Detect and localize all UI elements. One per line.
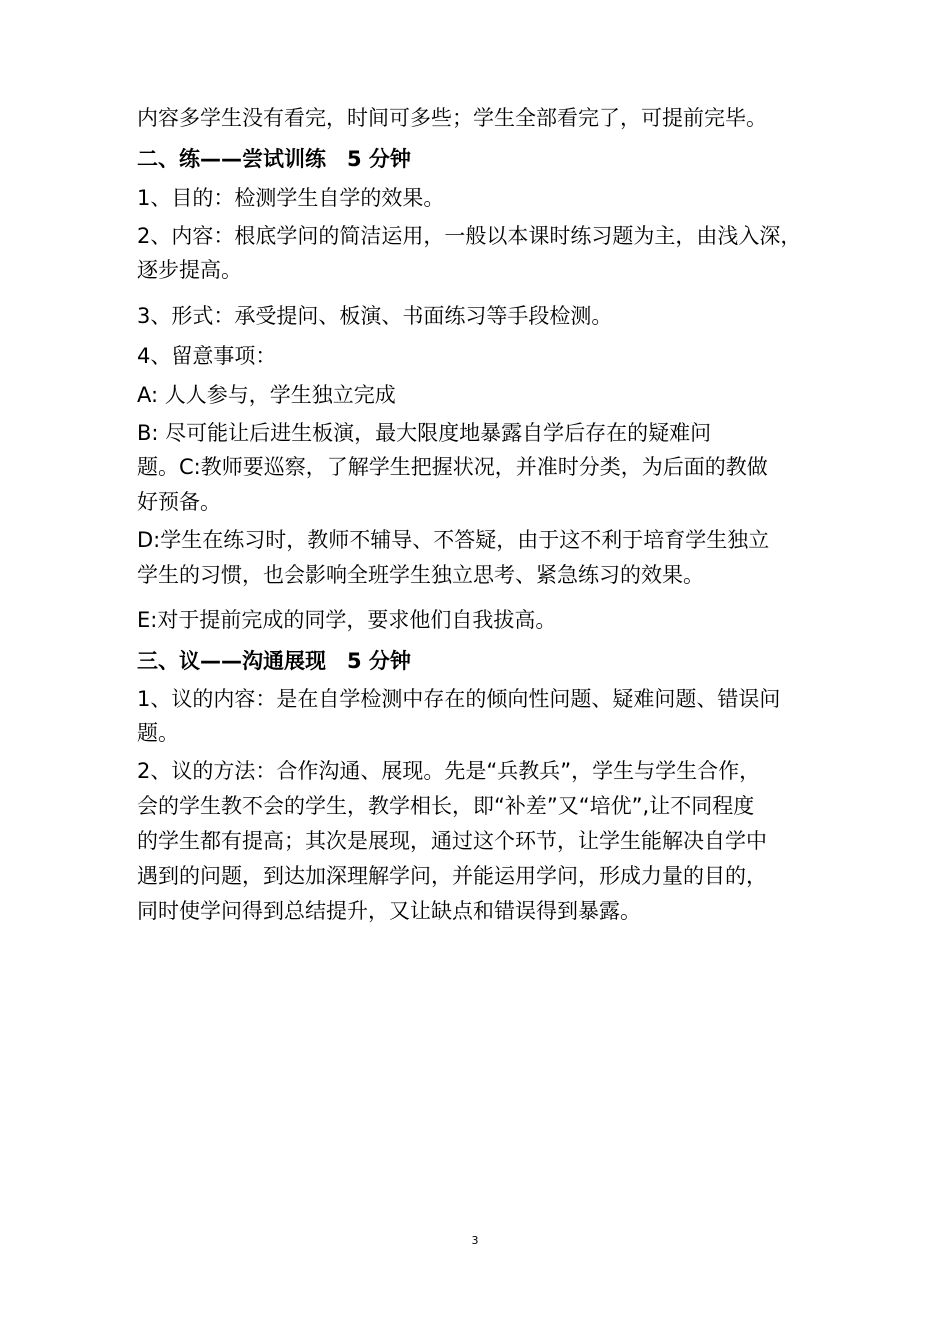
text-line: 逐步提高。 [137,258,242,282]
text-line: 4、留意事项： [137,344,277,368]
text-line: 1、议的内容：是在自学检测中存在的倾向性问题、疑难问题、错误问 [137,687,781,711]
text-line: 好预备。 [137,490,221,514]
text-line: D:学生在练习时，教师不辅导、不答疑，由于这不利于培育学生独立 [137,528,770,552]
page-number: 3 [471,1234,479,1247]
section-heading-discussion: 三、议——沟通展现 5 分钟 [137,649,411,673]
text-line: 2、议的方法：合作沟通、展现。先是“兵教兵”，学生与学生合作， [137,759,761,783]
section-heading-practice: 二、练——尝试训练 5 分钟 [137,147,411,171]
text-line: E:对于提前完成的同学，要求他们自我拔高。 [137,608,557,632]
text-line: 同时使学问得到总结提升，又让缺点和错误得到暴露。 [137,899,641,923]
text-line: 3、形式：承受提问、板演、书面练习等手段检测。 [137,304,613,328]
text-line: 会的学生教不会的学生，教学相长，即“补差”又“培优”,让不同程度 [137,794,755,818]
text-line: 的学生都有提高；其次是展现，通过这个环节，让学生能解决自学中 [137,829,767,853]
text-line: 1、目的：检测学生自学的效果。 [137,186,445,210]
text-line: 题。 [137,721,179,745]
text-line: 学生的习惯，也会影响全班学生独立思考、紧急练习的效果。 [137,563,704,587]
text-line: 内容多学生没有看完，时间可多些；学生全部看完了，可提前完毕。 [137,106,767,130]
text-line: B: 尽可能让后进生板演，最大限度地暴露自学后存在的疑难问 [137,421,712,445]
text-line: 题。C:教师要巡察，了解学生把握状况，并准时分类，为后面的教做 [137,455,768,479]
text-line: A: 人人参与，学生独立完成 [137,383,396,407]
text-line: 2、内容：根底学问的简洁运用，一般以本课时练习题为主，由浅入深， [137,224,802,248]
text-line: 遇到的问题，到达加深理解学问，并能运用学问，形成力量的目的， [137,864,767,888]
